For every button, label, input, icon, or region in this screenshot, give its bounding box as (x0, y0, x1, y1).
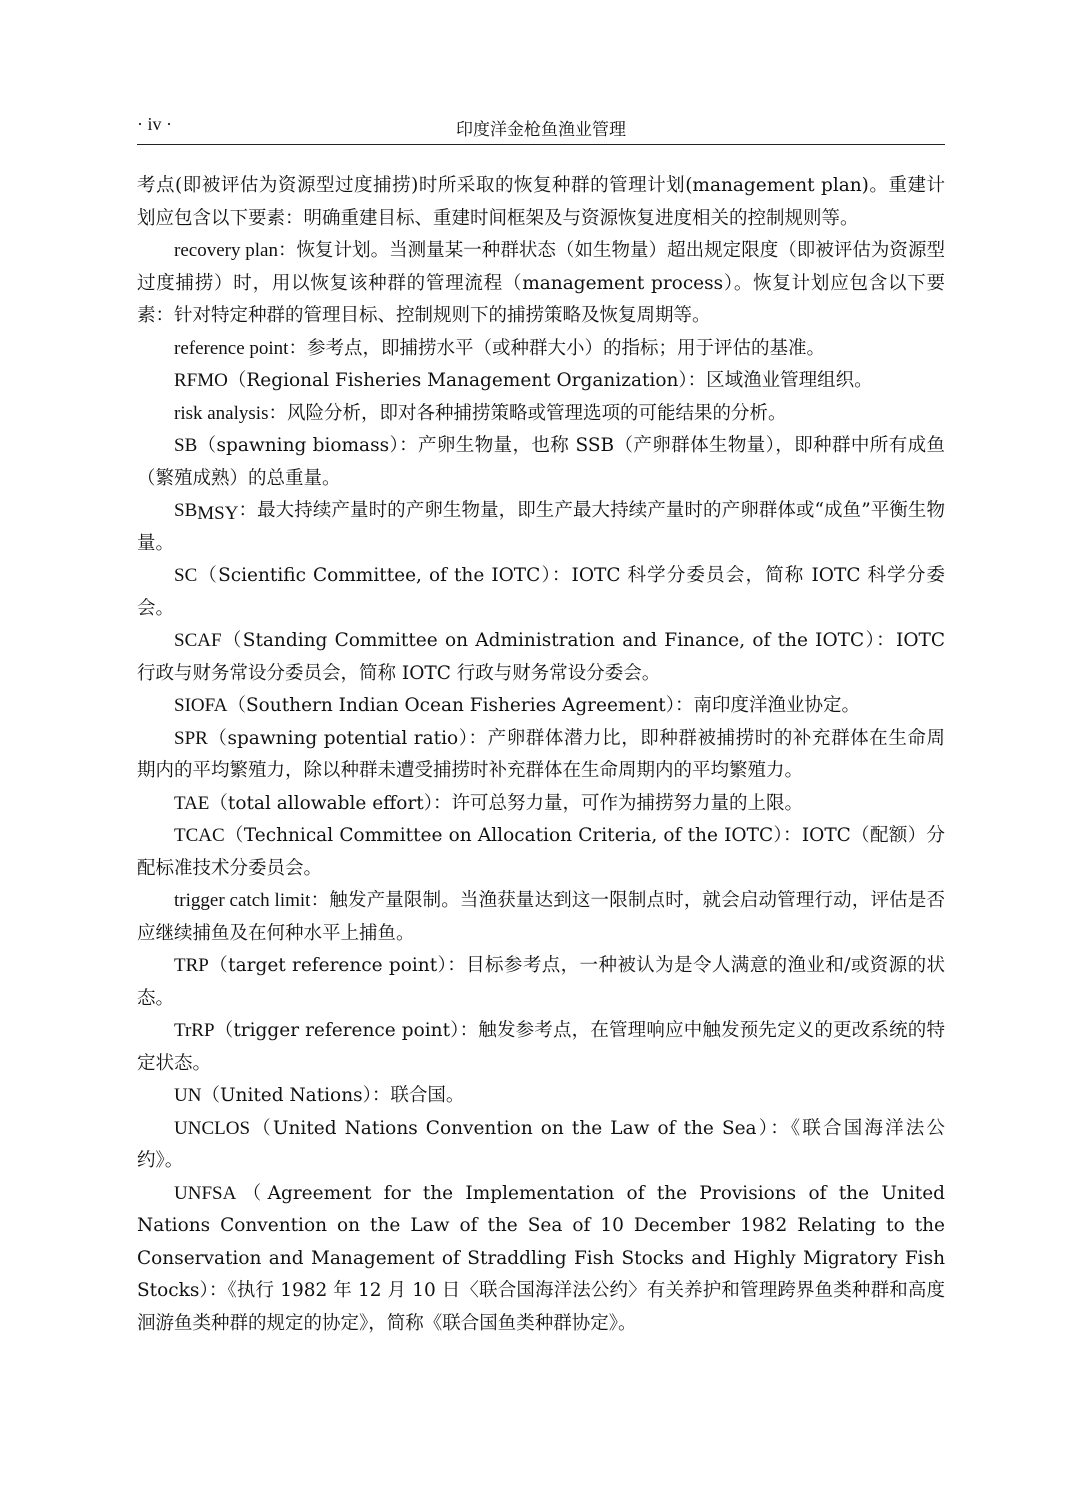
entry-text: ：恢复计划。当测量某一种群状态（如生物量）超出规定限度（即被评估为资源型过度捕捞）时，用以恢复该种群的管理流程（management process）。恢复计划应包含以下要素：针对特定种群的管理目标、控制规则下的捕捞策略及恢复周期等。 (137, 240, 945, 326)
entry-text: （Agreement for the Implementation of the Provisions of the United Nations Convention on the Law of the Sea of 10 December 1982 Relating to the Conservation and Management of Straddling Fish Stocks and Highly Migratory Fish Stocks）：《执行 1982 年 12 月 10 日〈联合国海洋法公约〉有关养护和管理跨界鱼类种群和高度洄游鱼类种群的规定的协定》，简称《联合国鱼类种群协定》。 (137, 1182, 945, 1334)
entry-term: reference point (174, 337, 289, 359)
entry-term: risk analysis (174, 402, 269, 424)
glossary-entry (137, 1080, 945, 1113)
entry-text: （United Nations）：联合国。 (201, 1085, 465, 1106)
glossary-entry (137, 430, 945, 495)
entry-term: UNFSA (174, 1182, 237, 1204)
glossary-entry (137, 1178, 945, 1341)
entry-text: ：最大持续产量时的产卵生物量，即生产最大持续产量时的产卵群体或“成鱼”平衡生物量。 (137, 500, 945, 554)
entry-term: SB (174, 435, 198, 456)
glossary-entry (137, 885, 945, 950)
entry-term: RFMO (174, 370, 228, 391)
entry-text: （Scientific Committee, of the IOTC）：IOTC 科学分委员会，简称 IOTC 科学分委会。 (137, 565, 945, 619)
entry-text: （Regional Fisheries Management Organization）：区域渔业管理组织。 (227, 370, 873, 391)
entry-text: （Southern Indian Ocean Fisheries Agreement）：南印度洋渔业协定。 (227, 695, 860, 716)
entry-text: （United Nations Convention on the Law of the Sea）：《联合国海洋法公约》。 (137, 1117, 945, 1171)
entry-term: SCAF (174, 630, 222, 651)
entry-text: （target reference point）：目标参考点，一种被认为是令人满意的渔业和/或资源的状态。 (137, 955, 945, 1009)
glossary-entry (137, 1015, 945, 1080)
entry-term: SB (174, 500, 198, 521)
glossary-entry (137, 235, 945, 333)
entry-term: UN (174, 1085, 202, 1106)
entry-term: TrRP (174, 1020, 215, 1041)
glossary-entry (137, 950, 945, 1015)
entry-term: TAE (174, 792, 210, 814)
page-number: · iv · (137, 114, 172, 134)
glossary-entry (137, 398, 945, 431)
entry-term: SC (174, 565, 198, 586)
entry-text: 考点(即被评估为资源型过度捕捞)时所采取的恢复种群的管理计划(management plan)。重建计划应包含以下要素：明确重建目标、重建时间框架及与资源恢复进度相关的控制规则等。 (137, 175, 945, 229)
glossary-entry (137, 495, 945, 560)
entry-term: SPR (174, 727, 208, 749)
entry-text: ：触发产量限制。当渔获量达到这一限制点时，就会启动管理行动，评估是否应继续捕鱼及在何种水平上捕鱼。 (137, 890, 945, 944)
entry-text: （trigger reference point）：触发参考点，在管理响应中触发预先定义的更改系统的特定状态。 (137, 1020, 945, 1074)
entry-text: （spawning biomass）：产卵生物量，也称 SSB（产卵群体生物量），即种群中所有成鱼（繁殖成熟）的总重量。 (137, 435, 945, 489)
glossary-entry (137, 690, 945, 723)
entry-term: UNCLOS (174, 1117, 251, 1139)
entry-text: （spawning potential ratio）：产卵群体潜力比，即种群被捕捞时的补充群体在生命周期内的平均繁殖力，除以种群未遭受捕捞时补充群体在生命周期内的平均繁殖力。 (137, 727, 945, 781)
entry-term: SIOFA (174, 695, 228, 716)
entry-term: recovery plan (174, 240, 278, 261)
glossary-entry (137, 788, 945, 821)
glossary-entry (137, 820, 945, 885)
glossary-entry (137, 723, 945, 788)
entry-text: ：参考点，即捕捞水平（或种群大小）的指标；用于评估的基准。 (288, 337, 825, 359)
glossary-body (137, 170, 945, 1340)
glossary-entry (137, 560, 945, 625)
running-title: 印度洋金枪鱼渔业管理 (456, 120, 626, 140)
entry-text: （total allowable effort）：许可总努力量，可作为捕捞努力量的上限。 (209, 792, 803, 814)
glossary-entry (137, 625, 945, 690)
entry-term: TRP (174, 955, 209, 976)
glossary-entry (137, 365, 945, 398)
entry-text: （Standing Committee on Administration and Finance, of the IOTC）：IOTC 行政与财务常设分委员会，简称 IOTC 行政与财务常设分委会。 (137, 630, 945, 684)
entry-text: （Technical Committee on Allocation Criteria, of the IOTC）：IOTC（配额）分配标准技术分委员会。 (137, 825, 945, 879)
entry-text: ：风险分析，即对各种捕捞策略或管理选项的可能结果的分析。 (268, 402, 787, 424)
glossary-entry (137, 1113, 945, 1178)
glossary-entry (137, 333, 945, 366)
entry-term: TCAC (174, 825, 225, 846)
entry-term: trigger catch limit (174, 890, 311, 911)
page-header (137, 112, 945, 145)
glossary-entry-continued (137, 170, 945, 235)
entry-term-subscript: MSY (197, 503, 239, 524)
